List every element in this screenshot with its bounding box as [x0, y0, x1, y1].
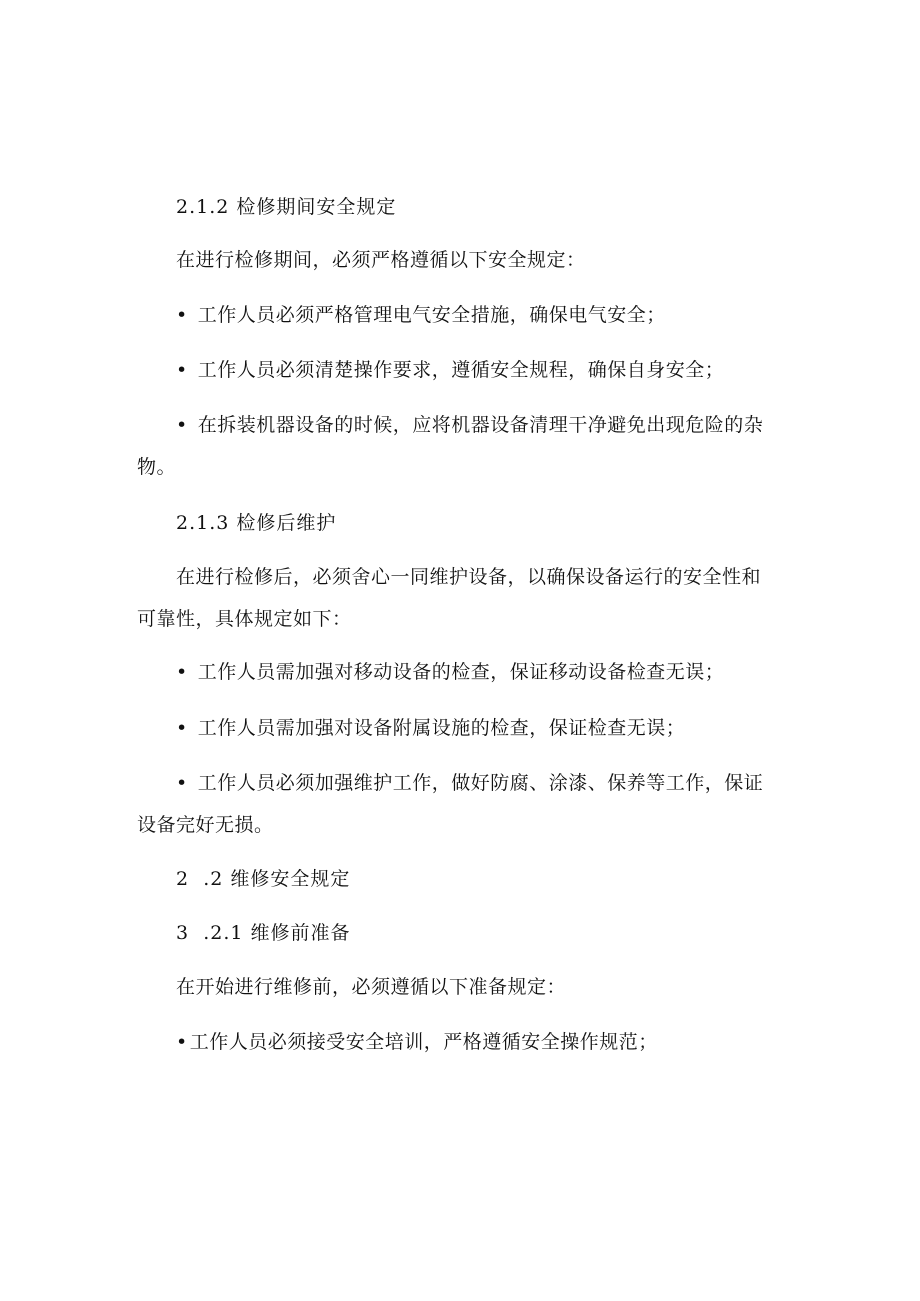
section-intro-continuation: 可靠性，具体规定如下：: [137, 608, 352, 630]
section-intro-2-1-2: 在进行检修期间，必须严格遵循以下安全规定：: [176, 249, 586, 271]
bullet-text: 在拆装机器设备的时候，应将机器设备清理干净避免出现危险的杂: [197, 414, 764, 436]
bullet-icon: •: [176, 359, 188, 381]
bullet-text-continuation: 设备完好无损。: [137, 814, 274, 836]
section-heading-2-2-1: [176, 921, 350, 945]
bullet-text: 工作人员必须接受安全培训，严格遵循安全操作规范；: [189, 1031, 658, 1053]
bullet-item: [176, 303, 666, 327]
bullet-icon: •: [176, 1031, 188, 1053]
heading-number: 2: [176, 868, 190, 890]
bullet-icon: •: [176, 772, 188, 794]
section-heading-2-1-3: 2.1.3 检修后维护: [176, 512, 337, 534]
section-heading-2-2: [176, 867, 350, 891]
bullet-item: [176, 358, 724, 382]
bullet-item: [176, 660, 724, 684]
bullet-icon: •: [176, 304, 188, 326]
bullet-text: 工作人员必须加强维护工作，做好防腐、涂漆、保养等工作，保证: [197, 772, 764, 794]
bullet-item: [176, 1030, 658, 1054]
bullet-icon: •: [176, 414, 188, 436]
bullet-text: 工作人员必须清楚操作要求，遵循安全规程，确保自身安全；: [197, 359, 725, 381]
section-heading-2-1-2: 2.1.2 检修期间安全规定: [176, 196, 397, 218]
section-intro-2-2-1: 在开始进行维修前，必须遵循以下准备规定：: [176, 976, 567, 998]
bullet-text: 工作人员需加强对设备附属设施的检查，保证检查无误；: [197, 717, 686, 739]
bullet-icon: •: [176, 717, 188, 739]
heading-number: 3: [176, 922, 190, 944]
heading-text: .2.1 维修前准备: [203, 922, 351, 944]
section-intro-2-1-3: 在进行检修后，必须舍心一同维护设备，以确保设备运行的安全性和: [176, 566, 762, 588]
bullet-item: [176, 716, 685, 740]
bullet-icon: •: [176, 661, 188, 683]
heading-text: .2 维修安全规定: [203, 868, 351, 890]
bullet-text-continuation: 物。: [137, 456, 177, 478]
bullet-text: 工作人员需加强对移动设备的检查，保证移动设备检查无误；: [197, 661, 725, 683]
bullet-text: 工作人员必须严格管理电气安全措施，确保电气安全；: [197, 304, 666, 326]
bullet-item: [176, 413, 763, 437]
bullet-item: [176, 771, 763, 795]
